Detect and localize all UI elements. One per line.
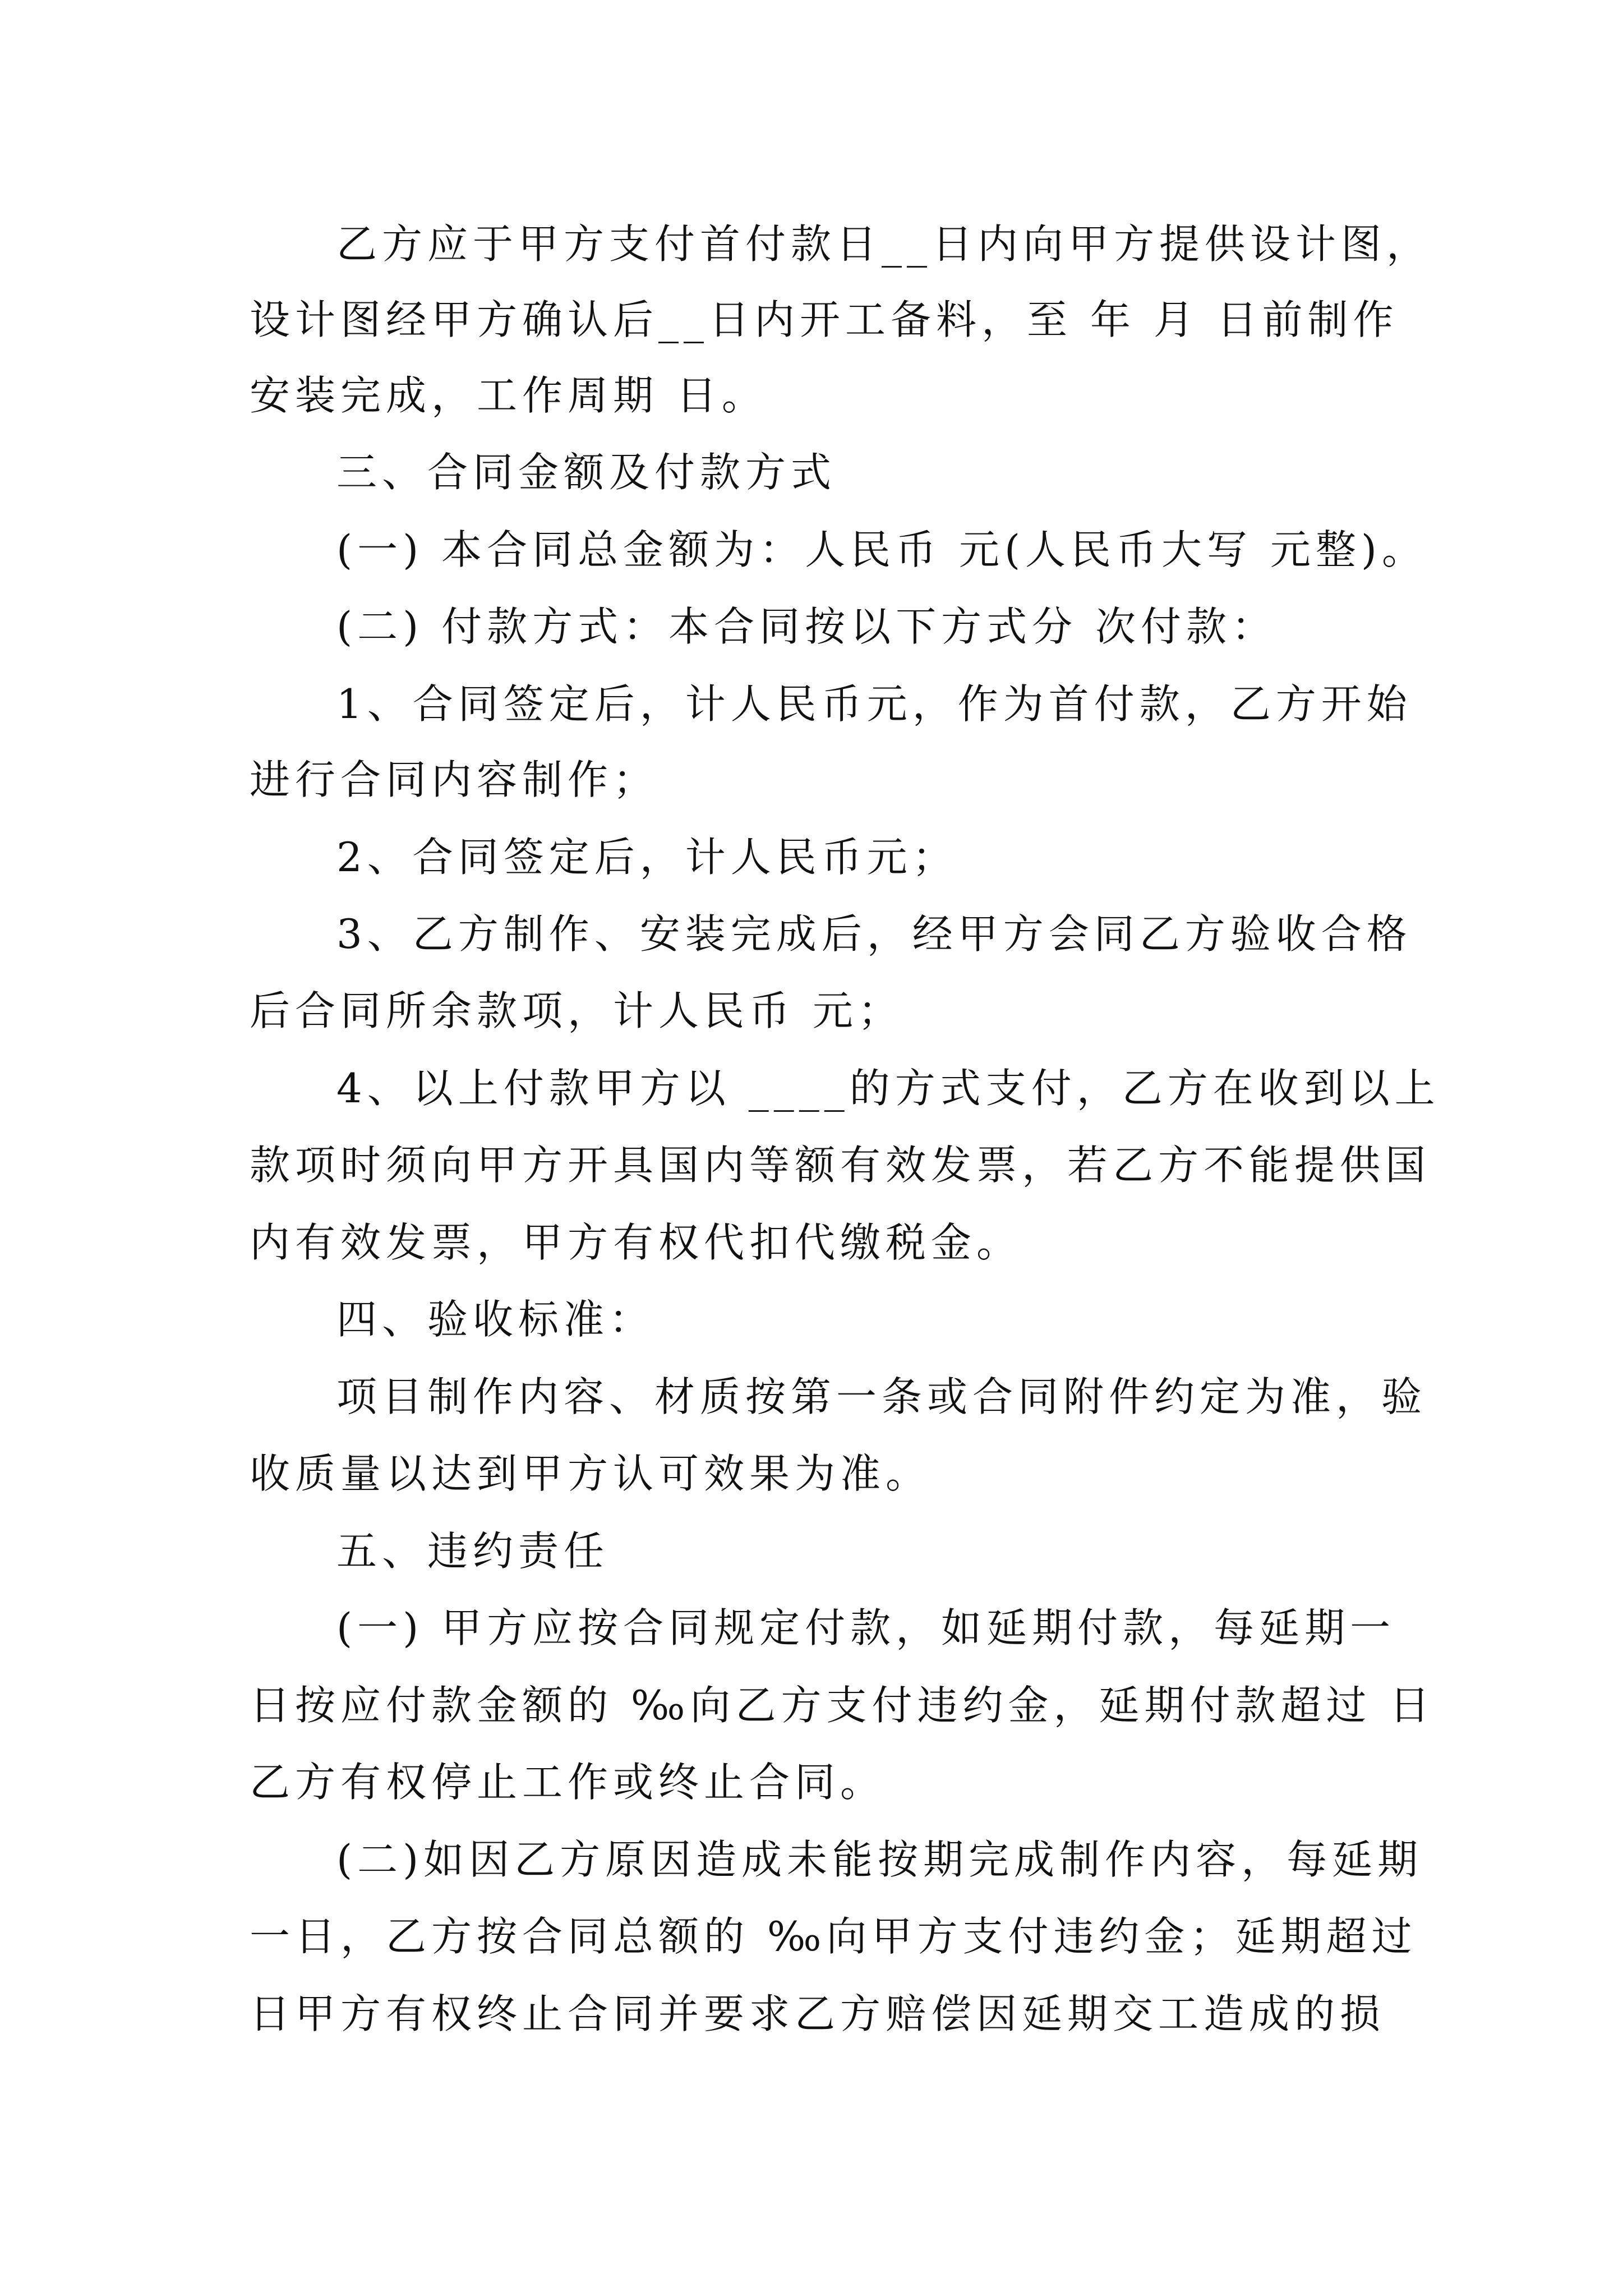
section-heading: 三、合同金额及付款方式 [336, 449, 837, 496]
paragraph-line: (一) 本合同总金额为：人民币 元(人民币大写 元整)。 [336, 526, 1428, 573]
paragraph-line: 日按应付款金额的 ‰向乙方支付违约金，延期付款超过 日 [250, 1682, 1435, 1729]
paragraph-line: 一日，乙方按合同总额的 ‰向甲方支付违约金；延期超过 [250, 1913, 1417, 1960]
paragraph-line: (一) 甲方应按合同规定付款，如延期付款，每延期一 [336, 1604, 1396, 1651]
paragraph-line: 乙方有权停止工作或终止合同。 [250, 1759, 886, 1806]
paragraph-line: 设计图经甲方确认后__日内开工备料，至 年 月 日前制作 [250, 296, 1399, 343]
paragraph-line: 4、以上付款甲方以 ____的方式支付，乙方在收到以上 [336, 1065, 1440, 1112]
section-heading: 五、违约责任 [336, 1527, 610, 1575]
paragraph-line: 收质量以达到甲方认可效果为准。 [250, 1450, 932, 1497]
paragraph-line: 日甲方有权终止合同并要求乙方赔偿因延期交工造成的损 [250, 1990, 1386, 2037]
paragraph-line: (二)如因乙方原因造成未能按期完成制作内容，每延期 [336, 1836, 1423, 1883]
paragraph-line: (二) 付款方式：本合同按以下方式分 次付款： [336, 603, 1277, 650]
paragraph-line: 项目制作内容、材质按第一条或合同附件约定为准，验 [336, 1373, 1427, 1420]
paragraph-line: 2、合同签定后，计人民币元； [336, 834, 958, 881]
paragraph-line: 乙方应于甲方支付首付款日__日内向甲方提供设计图， [336, 220, 1432, 268]
paragraph-line: 安装完成，工作周期 日。 [250, 372, 767, 419]
paragraph-line: 3、乙方制作、安装完成后，经甲方会同乙方验收合格 [336, 910, 1412, 958]
paragraph-line: 款项时须向甲方开具国内等额有效发票，若乙方不能提供国 [250, 1142, 1431, 1189]
paragraph-line: 进行合同内容制作； [250, 756, 659, 803]
section-heading: 四、验收标准： [336, 1296, 655, 1343]
paragraph-line: 后合同所余款项，计人民币 元； [250, 987, 903, 1034]
paragraph-line: 内有效发票，甲方有权代扣代缴税金。 [250, 1219, 1022, 1266]
paragraph-line: 1、合同签定后，计人民币元，作为首付款，乙方开始 [336, 680, 1412, 728]
